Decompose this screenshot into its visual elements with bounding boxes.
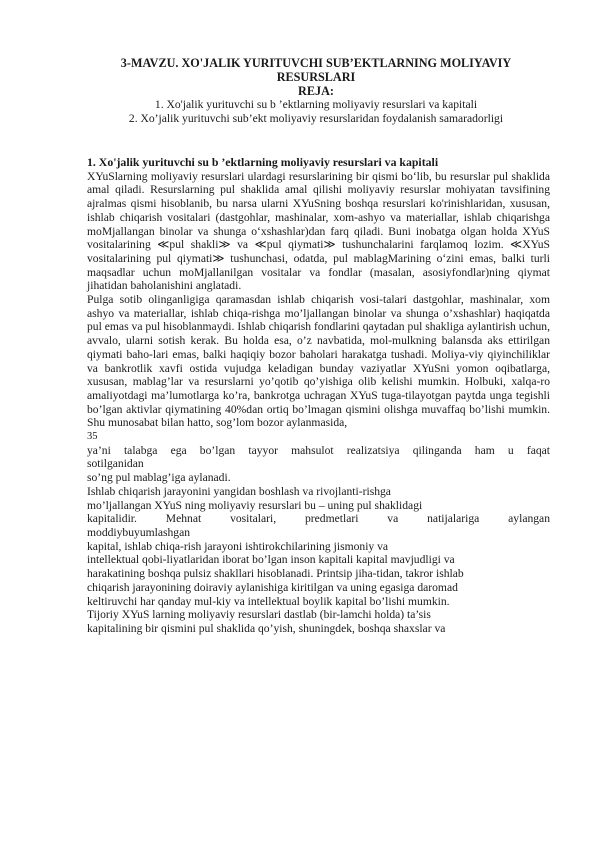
plan-item-2: 2. Xo’jalik yurituvchi sub’ekt moliyaviy resurslaridan foydalanish samaradorligi <box>128 112 504 125</box>
text-line: sotilganidan <box>87 457 144 471</box>
text-line: mo’ljallangan XYuS ning moliyaviy resurslari bu – uning pul shaklidagi <box>87 498 423 512</box>
document-header <box>82 56 550 126</box>
text-line: ya’ni talabga ega bo’lgan tayyor mahsulot realizatsiya qilinganda ham u faqat <box>87 443 550 457</box>
page-title: 3-MAVZU. XO'JALIK YURITUVCHI SUB’EKTLARNING MOLIYAVIY RESURSLARI <box>120 56 512 84</box>
text-line: kapitalidir. Mehnat vositalari, predmetlari va natijalariga aylangan <box>87 512 550 526</box>
text-line: Tijoriy XYuS larning moliyaviy resurslari dastlab (bir-lamchi holda) ta’sis <box>87 608 431 622</box>
document-body <box>87 156 550 636</box>
text-line: chiqarish jarayonining doiraviy aylanishiga kiritilgan va uning egasiga daromad <box>87 580 458 594</box>
page-number: 35 <box>87 431 98 443</box>
text-line: kapitalining bir qismini pul shaklida qo’yish, shuningdek, boshqa shaxslar va <box>87 621 446 635</box>
text-line: kapital, ishlab chiqa-rish jarayoni ishtirokchilarining jismoniy va <box>87 539 389 553</box>
section-heading: 1. Xo'jalik yurituvchi su b ’ektlarning moliyaviy resurslari va kapitali <box>87 155 439 169</box>
text-line: keltiruvchi har qanday mul-kiy va intellektual boylik kapital bo’lishi mumkin. <box>87 594 450 608</box>
plan-item-1: 1. Xo'jalik yurituvchi su b ’ektlarning moliyaviy resurslari va kapitali <box>154 98 478 111</box>
text-line: intellektual qobi-liyatlaridan iborat bo’lgan inson kapitali kapital mavjudligi va <box>87 553 455 567</box>
paragraph-1: XYuSlarning moliyaviy resurslari ulardagi resurslarining bir qismi bo‘lib, bu resurslar pul shaklida amal qiladi. Resurslarning pul shaklida amal qilishi moliyaviy resurslar mohiyatan tavsifining ajralmas qismi hisoblanib, bu narsa ularni XYuSning boshqa resurslari ko'rinishlaridan, xususan, ishlab chiqarish vositalari (dastgohlar, mashinalar, xom-ashyo va materiallar, ishlab chiqarishga moMjallangan binolar va shunga o‘xshashlar)dan farq qiladi. Buni inobatga olgan holda XYuS vositalarining ≪pul shakli≫ va ≪pul qiymati≫ tushunchalarini farqlamoq lozim. ≪XYuS vositalarining pul qiymati≫ tushunchasi, odatda, pul mablagMarining o‘zini emas, balki turli maqsadlar uchun moMjallanilgan vositalar va fondlar (masalan, asosiyfondlar)ning qiymat jihatidan baholanishini anglatadi. <box>87 169 550 293</box>
plan-heading: REJA: <box>298 84 334 98</box>
text-line: so’ng pul mablag’iga aylanadi. <box>87 471 231 485</box>
text-line: moddiybuyumlashgan <box>87 525 191 539</box>
paragraph-2: Pulga sotib olinganligiga qaramasdan ishlab chiqarish vosi-talari dastgohlar, mashinalar, xom ashyo va materiallar, ishlab chiqa-rishga mo’ljallangan binolar va shunga o’xshashlar) haqiqatda pul emas va pul hisoblanmaydi. Ishlab chiqarish fondlarini qaytadan pul shakliga aylantirish uchun, avvalo, ularni sotish kerak. Bu holda esa, o’z navbatida, mol-mulkning balansda aks ettirilgan qiymati baho-lari emas, balki haqiqiy bozor baholari harakatga tushadi. Moliya-viy qiyinchiliklar va bankrotlik xavfi ostida vujudga keladigan bunday vaziyatlar XYuSni yomon oqibatlarga, xususan, mablag’lar va resurslarni yo’qotib qo’yishiga olib kelishi mumkin. Holbuki, xalqa-ro amaliyotdagi ma’lumotlarga ko’ra, bankrotga uchragan XYuS tuga-tilayotgan paytda unga tegishli bo’lgan aktivlar qiymatining 40%dan ortiq bo’lmagan qismini olishga muvaffaq bo’lishi mumkin. Shu munosabat bilan hatto, sog’lom bozor aylanmasida, <box>87 293 550 430</box>
text-line: Ishlab chiqarish jarayonini yangidan boshlash va rivojlanti-rishga <box>87 484 391 498</box>
text-line: harakatining boshqa pulsiz shakllari hisoblanadi. Printsip jiha-tidan, takror ishlab <box>87 567 464 581</box>
